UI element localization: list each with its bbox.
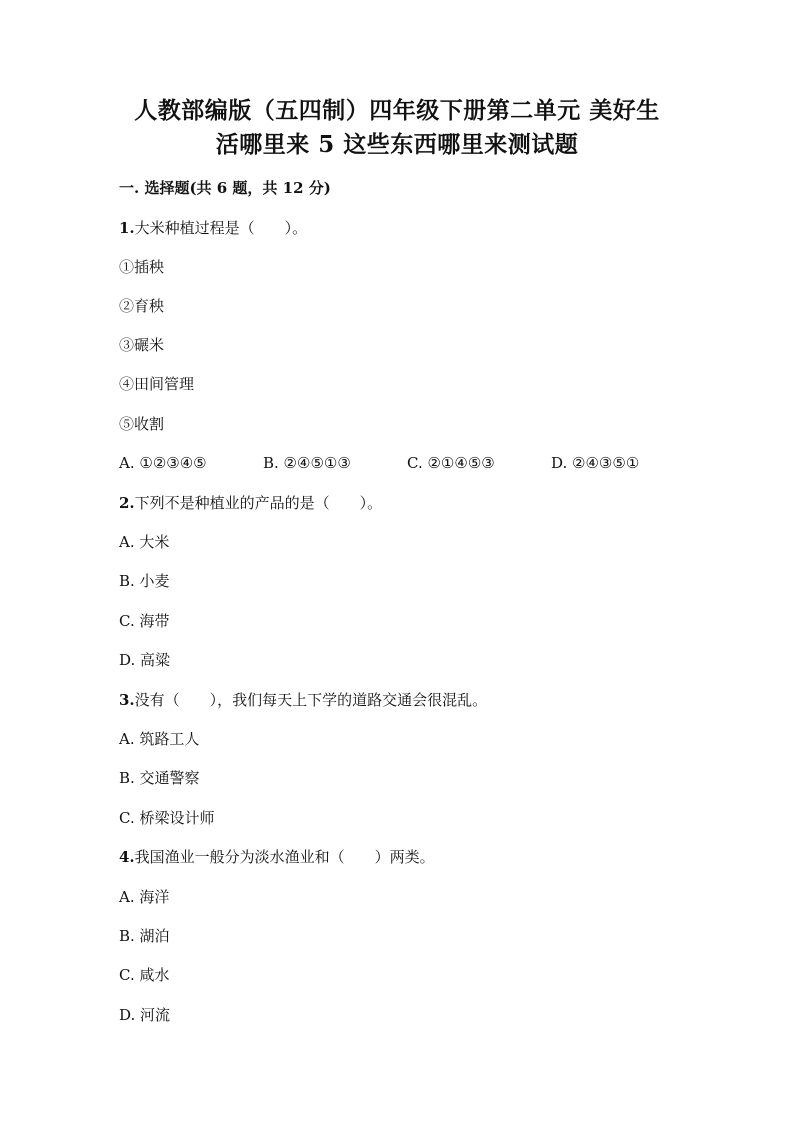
question-4-option-b: B. 湖泊 <box>119 927 170 945</box>
question-3-option-b: B. 交通警察 <box>119 769 200 787</box>
question-4-option-c: C. 咸水 <box>119 966 170 984</box>
question-2-option-a: A. 大米 <box>119 533 170 551</box>
question-2-option-c: C. 海带 <box>119 612 170 630</box>
question-number: 3. <box>119 691 135 709</box>
document-title-line-2: 活哪里来 5 这些东西哪里来测试题 <box>215 131 579 158</box>
question-1-step: ④田间管理 <box>119 375 195 393</box>
choice-d: D. ②④③⑤① <box>551 454 640 472</box>
question-2-option-b: B. 小麦 <box>119 572 170 590</box>
question-text: 大米种植过程是（ ）。 <box>134 219 308 237</box>
question-2-option-d: D. 高粱 <box>119 651 171 669</box>
question-number: 4. <box>119 848 135 866</box>
question-1-step: ①插秧 <box>119 258 165 276</box>
question-4-option-a: A. 海洋 <box>119 888 170 906</box>
section-heading: 一. 选择题(共 6 题，共 12 分) <box>119 179 331 197</box>
question-number: 1. <box>119 219 135 237</box>
question-3-option-a: A. 筑路工人 <box>119 730 200 748</box>
question-4-option-d: D. 河流 <box>119 1006 171 1024</box>
question-text: 我国渔业一般分为淡水渔业和（ ）两类。 <box>134 848 435 866</box>
question-2 <box>119 493 382 513</box>
question-1-step: ③碾米 <box>119 336 165 354</box>
question-text: 下列不是种植业的产品的是（ ）。 <box>134 494 383 512</box>
question-1-step: ②育秧 <box>119 297 165 315</box>
choice-b: B. ②④⑤①③ <box>263 454 351 472</box>
choice-a: A. ①②③④⑤ <box>119 454 207 472</box>
question-4 <box>119 847 435 867</box>
document-title-line-1: 人教部编版（五四制）四年级下册第二单元 美好生 <box>134 97 660 124</box>
question-3-option-c: C. 桥梁设计师 <box>119 809 215 827</box>
question-3 <box>119 690 487 710</box>
choice-c: C. ②①④⑤③ <box>407 454 495 472</box>
question-number: 2. <box>119 494 135 512</box>
question-text: 没有（ ），我们每天上下学的道路交通会很混乱。 <box>134 691 488 709</box>
question-1 <box>119 218 307 238</box>
question-1-step: ⑤收割 <box>119 415 165 433</box>
